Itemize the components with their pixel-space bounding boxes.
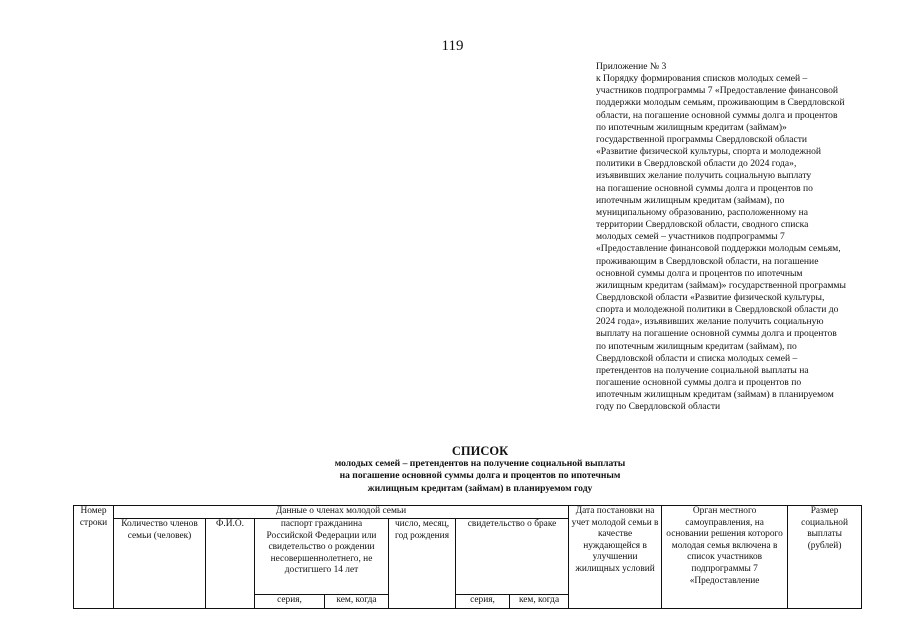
header-marriage-issued: кем, когда (510, 595, 569, 609)
header-family-data: Данные о членах молодой семьи (114, 506, 569, 519)
appendix-line: погашение основной суммы долга и процентов по (596, 377, 802, 389)
appendix-line: на погашение основной суммы долга и процентов по (596, 182, 813, 194)
list-subtitle-line: молодых семей – претендентов на получение социальной выплаты (334, 458, 626, 469)
appendix-line: спорта и молодежной политики в Свердловской области до (596, 304, 839, 316)
appendix-heading: Приложение № 3 (596, 61, 667, 72)
appendix-line: по ипотечным жилищным кредитам (займам)» (596, 121, 787, 133)
header-passport-issued: кем, когда (325, 595, 389, 609)
appendix-line: участников подпрограммы 7 «Предоставление финансовой (596, 85, 839, 97)
appendix-line: Свердловской области «Развитие физической культуры, (596, 291, 825, 303)
header-fio: Ф.И.О. (206, 519, 255, 609)
appendix-line: поддержки молодым семьям, проживающим в Свердловской (596, 97, 845, 109)
appendix-line: территории Свердловской области, сводного списка (596, 219, 809, 231)
header-row-number: Номер строки (74, 506, 114, 609)
list-subtitle-line: на погашение основной суммы долга и процентов по ипотечным (339, 470, 621, 482)
appendix-line: политики в Свердловской области до 2024 года», (596, 158, 797, 170)
appendix-line: молодых семей – участников подпрограммы 7 (596, 231, 785, 243)
header-birthdate: число, месяц, год рождения (389, 519, 456, 609)
header-passport-series: серия, (255, 595, 325, 609)
appendix-line: государственной программы Свердловской области (596, 133, 808, 145)
appendix-line: изъявивших желание получить социальную выплату (596, 170, 812, 182)
header-marriage-certificate: свидетельство о браке (456, 519, 569, 595)
appendix-line: муниципальному образованию, расположенному на (596, 206, 808, 218)
appendix-line: «Предоставление финансовой поддержки молодым семьям, (596, 243, 841, 255)
header-amount: Размер социальной выплаты (рублей) (788, 506, 862, 609)
appendix-line: основной суммы долга и процентов по ипотечным (596, 267, 803, 279)
list-title: СПИСОК (451, 444, 509, 458)
appendix-line: по ипотечным жилищным кредитам (займам), по (596, 340, 797, 352)
families-table (73, 505, 862, 609)
appendix-line: Свердловской области и списка молодых семей – (596, 352, 798, 364)
appendix-line: жилищным кредитам (займам)» государственной программы (596, 279, 846, 291)
appendix-line: претендентов на получение социальной выплаты на (596, 364, 809, 376)
appendix-line: году по Свердловской области (596, 401, 721, 413)
appendix-line: проживающим в Свердловской области, на погашение (596, 255, 819, 267)
header-authority: Орган местного самоуправления, на основании решения которого молодая семья включена в список участников подпрограммы 7 «Предоставление (662, 506, 788, 609)
appendix-line: ипотечным жилищным кредитам (займам), по (596, 194, 785, 206)
appendix-line: 2024 года», изъявивших желание получить социальную (596, 316, 824, 328)
appendix-block (596, 61, 888, 414)
page-number: 119 (441, 38, 464, 54)
header-passport: паспорт гражданина Российской Федерации или свидетельство о рождении несовершеннолетнего, не достигшего 14 лет (255, 519, 389, 595)
appendix-line: области, на погашение основной суммы долга и процентов (596, 109, 838, 121)
list-subtitle-line: жилищным кредитам (займам) в планируемом году (367, 482, 593, 494)
list-subtitle (0, 458, 905, 495)
appendix-line: ипотечным жилищным кредитам (займам) в планируемом (596, 389, 834, 401)
header-member-count: Количество членов семьи (человек) (114, 519, 206, 609)
header-marriage-series: серия, (456, 595, 510, 609)
header-registration-date: Дата постановки на учет молодой семьи в качестве нуждающейся в улучшении жилищных условий (569, 506, 662, 609)
appendix-line: выплату на погашение основной суммы долга и процентов (596, 328, 837, 340)
appendix-line: к Порядку формирования списков молодых семей – (596, 73, 808, 85)
appendix-line: «Развитие физической культуры, спорта и молодежной (596, 146, 822, 158)
